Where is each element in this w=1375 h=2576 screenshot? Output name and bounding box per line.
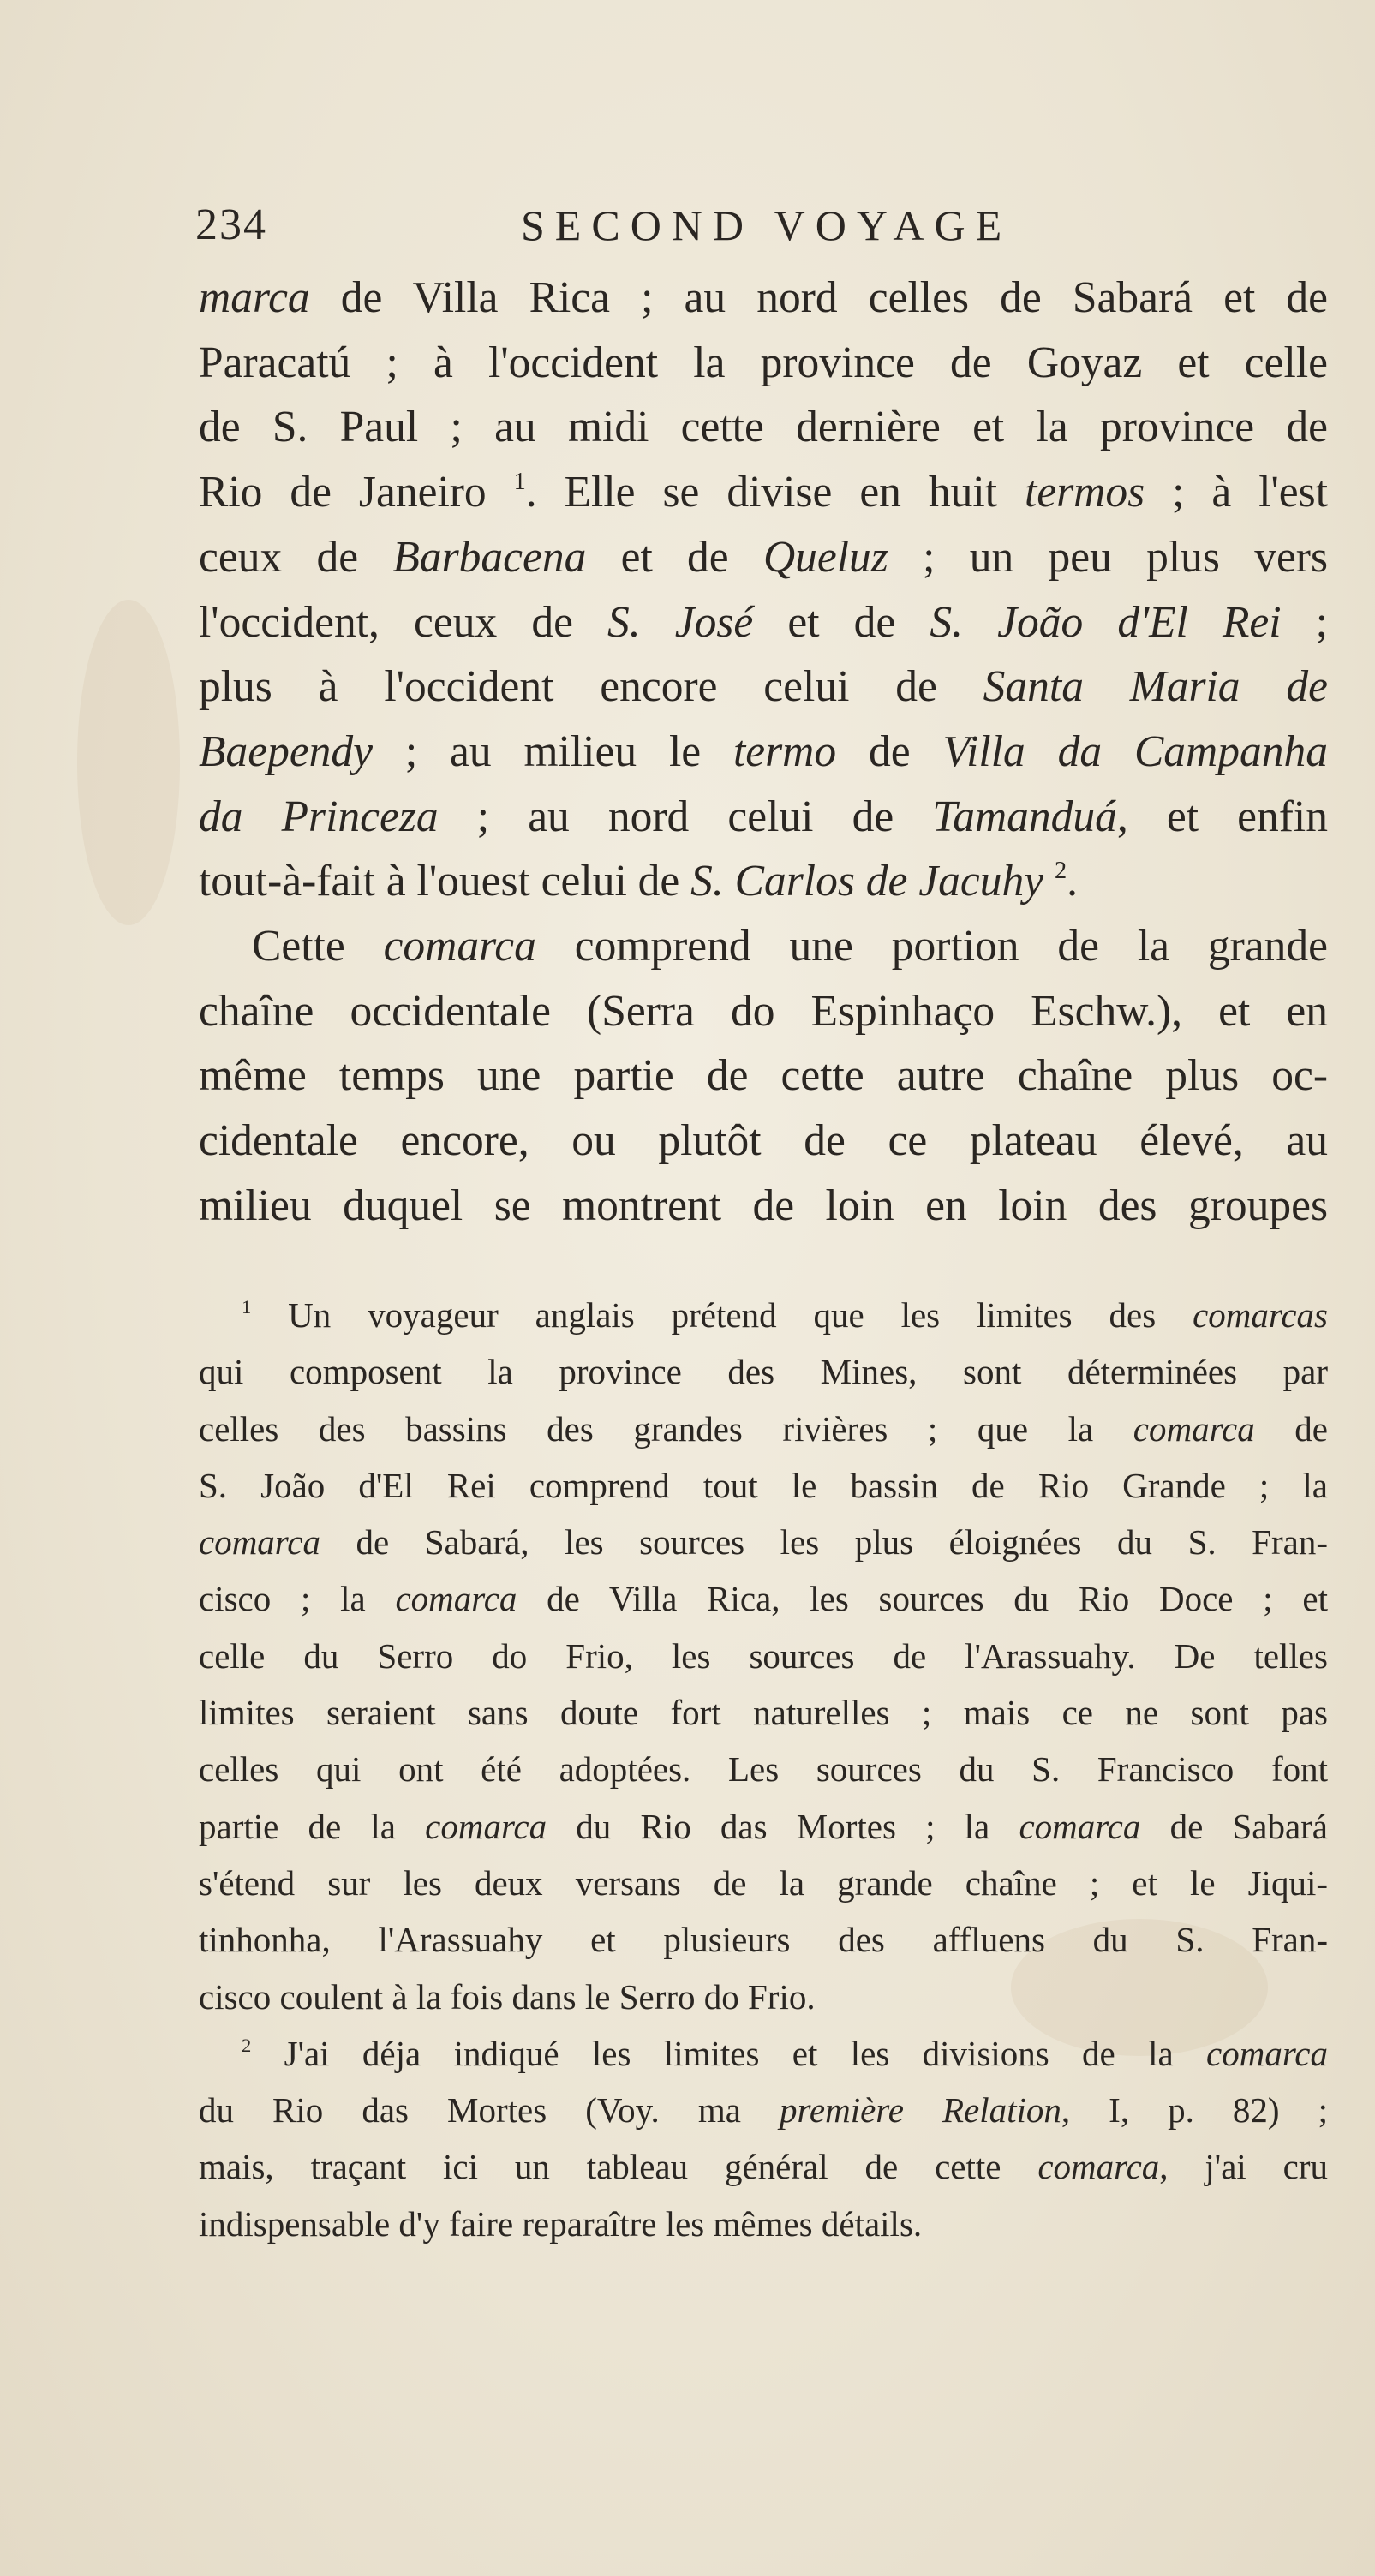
body-line: plus à l'occident encore celui de Santa Maria de [199,662,1328,712]
footnote-line: cisco ; la comarca de Villa Rica, les sources du Rio Doce ; et [199,1579,1328,1619]
body-line: même temps une partie de cette autre chaîne plus oc- [199,1051,1328,1101]
body-line: Cette comarca comprend une portion de la grande [252,922,1328,971]
body-line: tout-à-fait à l'ouest celui de S. Carlos de Jacuhy $^2$. [199,857,1078,906]
body-line: milieu duquel se montrent de loin en loin des groupes [199,1180,1328,1230]
footnote-line: qui composent la province des Mines, sont déterminées par [199,1352,1328,1392]
body-text [199,266,1328,1239]
footnote-line: celles des bassins des grandes rivières ; que la comarca de [199,1408,1328,1449]
paper-stain [77,600,180,925]
body-line: da Princeza ; au nord celui de Tamanduá, et enfin [199,792,1328,841]
body-line: l'occident, ceux de S. José et de S. João d'El Rei ; [199,597,1329,647]
running-head [195,195,1343,255]
body-line: Paracatú ; à l'occident la province de Goyaz et celle [199,338,1328,387]
footnote-line: tinhonha, l'Arassuahy et plusieurs des affluens du S. Fran- [199,1920,1328,1960]
footnote-line: celles qui ont été adoptées. Les sources du S. Francisco font [199,1749,1328,1790]
footnote-line: mais, traçant ici un tableau général de cette comarca, j'ai cru [199,2147,1329,2187]
body-line: marca de Villa Rica ; au nord celles de Sabará et de [199,273,1328,322]
footnotes [199,1287,1328,2252]
footnote-line: $^1$ Un voyageur anglais prétend que les limites des comarcas [242,1295,1328,1335]
body-line: Rio de Janeiro $^1$. Elle se divise en huit termos ; à l'est [199,468,1329,517]
footnote-line: S. João d'El Rei comprend tout le bassin de Rio Grande ; la [199,1465,1328,1505]
footnote-line: $^2$ J'ai déja indiqué les limites et les divisions de la comarca [242,2033,1328,2073]
body-line: cidentale encore, ou plutôt de ce plateau élevé, au [199,1116,1328,1166]
body-line: chaîne occidentale (Serra do Espinhaço Eschw.), et en [199,986,1328,1036]
footnote-line: indispensable d'y faire reparaître les mêmes détails. [199,2203,923,2244]
body-line: ceux de Barbacena et de Queluz ; un peu plus vers [199,532,1329,582]
body-line: Baependy ; au milieu le termo de Villa da Campanha [199,726,1328,776]
footnote-line: du Rio das Mortes (Voy. ma première Relation, I, p. 82) ; [199,2090,1328,2131]
body-line: de S. Paul ; au midi cette dernière et la province de [199,403,1328,452]
footnote-line: s'étend sur les deux versans de la grande chaîne ; et le Jiqui- [199,1862,1328,1903]
running-title: SECOND VOYAGE [521,201,1013,249]
footnote-line: partie de la comarca du Rio das Mortes ; la comarca de Sabará [199,1806,1329,1846]
footnote-line: celle du Serro do Frio, les sources de l'Arassuahy. De telles [199,1635,1328,1676]
page-number: 234 [195,200,267,249]
footnote-line: limites seraient sans doute fort naturelles ; mais ce ne sont pas [199,1693,1328,1733]
footnote-line: cisco coulent à la fois dans le Serro do Frio. [199,1976,816,2017]
footnote-line: comarca de Sabará, les sources les plus éloignées du S. Fran- [199,1522,1328,1563]
